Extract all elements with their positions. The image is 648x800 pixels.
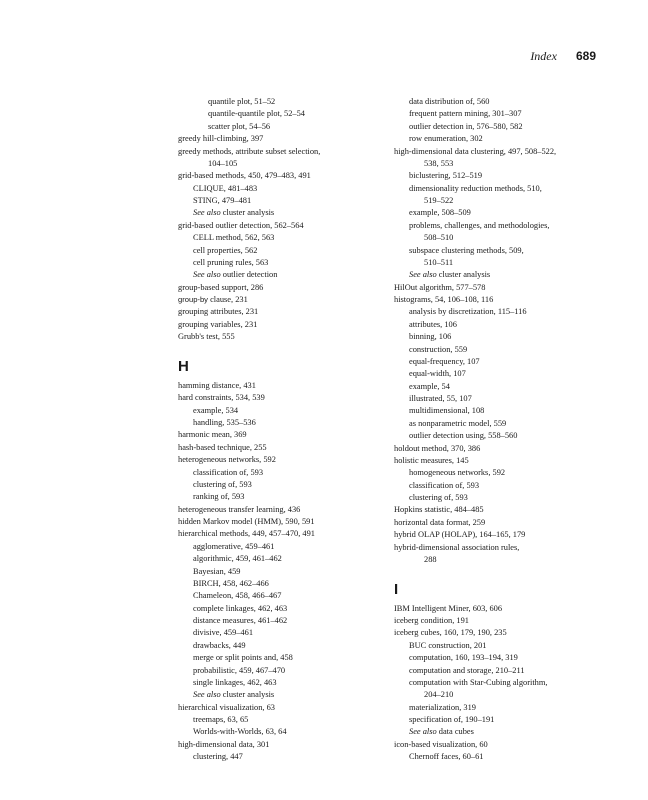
index-subentry bbox=[178, 257, 388, 269]
index-subentry bbox=[394, 319, 604, 331]
entry-text: row enumeration, 302 bbox=[409, 134, 483, 144]
entry-text: heterogeneous transfer learning, 436 bbox=[178, 504, 301, 514]
index-subentry bbox=[394, 133, 604, 145]
index-continuation bbox=[394, 158, 604, 170]
index-entry bbox=[178, 528, 388, 540]
entry-text: binning, 106 bbox=[409, 332, 452, 342]
index-subentry bbox=[394, 492, 604, 504]
entry-text: harmonic mean, 369 bbox=[178, 430, 247, 440]
entry-text: HilOut algorithm, 577–578 bbox=[394, 282, 486, 292]
entry-text: 519–522 bbox=[424, 196, 454, 205]
entry-text: clustering of, 593 bbox=[409, 493, 468, 502]
index-continuation bbox=[178, 108, 388, 120]
entry-text: 508–510 bbox=[424, 233, 454, 243]
index-subentry bbox=[394, 220, 604, 232]
entry-text: BUC construction, 201 bbox=[409, 640, 487, 650]
entry-text: CELL method, 562, 563 bbox=[193, 233, 275, 243]
entry-text: biclustering, 512–519 bbox=[409, 171, 483, 181]
entry-text: distance measures, 461–462 bbox=[193, 616, 288, 625]
entry-text: treemaps, 63, 65 bbox=[193, 715, 249, 724]
index-entry bbox=[394, 529, 604, 541]
index-subentry bbox=[178, 467, 388, 479]
entry-text: frequent pattern mining, 301–307 bbox=[409, 109, 522, 119]
entry-text: greedy hill-climbing, 397 bbox=[178, 134, 264, 144]
entry-text: hamming distance, 431 bbox=[178, 380, 256, 390]
see-also-label: See also bbox=[193, 270, 221, 280]
index-entry bbox=[178, 294, 388, 306]
index-subentry bbox=[178, 714, 388, 726]
index-entry bbox=[178, 146, 388, 158]
entry-text: Chernoff faces, 60–61 bbox=[409, 752, 484, 762]
index-entry bbox=[394, 615, 604, 627]
entry-text: 510–511 bbox=[424, 257, 454, 267]
index-subentry bbox=[394, 344, 604, 356]
entry-text: clause, 231 bbox=[207, 295, 248, 304]
index-entry bbox=[394, 294, 604, 306]
index-entry bbox=[178, 133, 388, 145]
index-entry bbox=[394, 504, 604, 516]
index-subentry bbox=[394, 652, 604, 664]
entry-text: illustrated, 55, 107 bbox=[409, 394, 472, 403]
entry-text: hierarchical methods, 449, 457–470, 491 bbox=[178, 529, 315, 539]
entry-text: STING, 479–481 bbox=[193, 196, 252, 205]
entry-text: grouping variables, 231 bbox=[178, 319, 258, 329]
index-subentry bbox=[178, 652, 388, 664]
entry-text: analysis by discretization, 115–116 bbox=[409, 307, 527, 317]
index-subentry bbox=[178, 627, 388, 639]
entry-text: cell properties, 562 bbox=[193, 245, 258, 255]
entry-text: outlier detection bbox=[220, 270, 278, 280]
index-entry bbox=[178, 220, 388, 232]
index-entry bbox=[394, 603, 604, 615]
index-subentry bbox=[394, 108, 604, 120]
section-letter: I bbox=[394, 580, 399, 598]
index-entry bbox=[394, 517, 604, 529]
entry-text: clustering of, 593 bbox=[193, 479, 252, 489]
index-subentry bbox=[394, 640, 604, 652]
index-subentry bbox=[394, 393, 604, 405]
index-entry bbox=[178, 739, 388, 751]
index-entry bbox=[178, 306, 388, 318]
index-continuation bbox=[394, 689, 604, 701]
entry-text: 538, 553 bbox=[424, 158, 454, 168]
entry-text: outlier detection using, 558–560 bbox=[409, 431, 518, 441]
entry-text: horizontal data format, 259 bbox=[394, 517, 486, 527]
index-subentry bbox=[394, 121, 604, 133]
entry-text: example, 508–509 bbox=[409, 208, 471, 218]
entry-text: quantile-quantile plot, 52–54 bbox=[208, 109, 305, 119]
section-letter: H bbox=[178, 357, 189, 375]
index-subentry bbox=[178, 615, 388, 627]
index-subentry bbox=[394, 430, 604, 442]
index-entry bbox=[178, 331, 388, 343]
entry-text: dimensionality reduction methods, 510, bbox=[409, 183, 542, 193]
index-entry bbox=[394, 443, 604, 455]
index-entry bbox=[178, 282, 388, 294]
entry-text: IBM Intelligent Miner, 603, 606 bbox=[394, 603, 503, 613]
entry-text: cluster analysis bbox=[220, 208, 275, 218]
entry-text: hierarchical visualization, 63 bbox=[178, 702, 275, 712]
entry-text: as nonparametric model, 559 bbox=[409, 418, 507, 428]
entry-text: materialization, 319 bbox=[409, 702, 476, 712]
entry-text: iceberg condition, 191 bbox=[394, 616, 469, 625]
entry-text: Chameleon, 458, 466–467 bbox=[193, 591, 282, 601]
index-subentry bbox=[178, 751, 388, 763]
index-subentry bbox=[394, 418, 604, 430]
index-subentry bbox=[178, 640, 388, 652]
index-subentry bbox=[178, 677, 388, 689]
index-subentry bbox=[178, 232, 388, 244]
index-subentry bbox=[178, 269, 388, 281]
entry-text: hard constraints, 534, 539 bbox=[178, 393, 265, 403]
entry-text: agglomerative, 459–461 bbox=[193, 541, 275, 551]
entry-text: 104–105 bbox=[208, 158, 238, 168]
entry-text: hash-based technique, 255 bbox=[178, 442, 267, 452]
index-subentry bbox=[178, 195, 388, 207]
entry-text: group-based support, 286 bbox=[178, 282, 264, 292]
entry-text: complete linkages, 462, 463 bbox=[193, 603, 288, 613]
entry-text: 288 bbox=[424, 554, 437, 564]
page-number: 689 bbox=[575, 49, 596, 63]
index-subentry bbox=[394, 356, 604, 368]
entry-text: data cubes bbox=[436, 727, 474, 737]
index-subentry bbox=[394, 170, 604, 182]
index-column-right bbox=[394, 96, 604, 764]
index-subentry bbox=[178, 479, 388, 491]
entry-text: icon-based visualization, 60 bbox=[394, 739, 488, 749]
index-entry bbox=[178, 702, 388, 714]
entry-text: computation with Star-Cubing algorithm, bbox=[409, 677, 548, 687]
index-subentry bbox=[178, 245, 388, 257]
entry-text: hybrid OLAP (HOLAP), 164–165, 179 bbox=[394, 530, 526, 540]
entry-text: computation and storage, 210–211 bbox=[409, 665, 525, 675]
entry-text: greedy methods, attribute subset selection, bbox=[178, 146, 321, 156]
entry-text: classification of, 593 bbox=[193, 467, 264, 477]
index-subentry bbox=[178, 590, 388, 602]
entry-text: hybrid-dimensional association rules, bbox=[394, 542, 520, 552]
entry-text: scatter plot, 54–56 bbox=[208, 121, 271, 131]
entry-text: cluster analysis bbox=[220, 690, 275, 700]
entry-text: ranking of, 593 bbox=[193, 492, 245, 502]
index-entry bbox=[394, 739, 604, 751]
entry-text: equal-width, 107 bbox=[409, 369, 466, 379]
index-continuation bbox=[394, 257, 604, 269]
index-subentry bbox=[394, 245, 604, 257]
index-subentry bbox=[178, 553, 388, 565]
entry-text: Worlds-with-Worlds, 63, 64 bbox=[193, 727, 287, 737]
index-subentry bbox=[394, 183, 604, 195]
entry-text: merge or split points and, 458 bbox=[193, 653, 293, 663]
index-subentry bbox=[394, 702, 604, 714]
running-header bbox=[530, 48, 596, 64]
entry-text: CLIQUE, 481–483 bbox=[193, 183, 258, 193]
entry-text: hidden Markov model (HMM), 590, 591 bbox=[178, 517, 315, 526]
entry-text: Hopkins statistic, 484–485 bbox=[394, 505, 484, 515]
index-subentry bbox=[394, 714, 604, 726]
index-subentry bbox=[394, 751, 604, 763]
index-subentry bbox=[394, 381, 604, 393]
index-entry bbox=[178, 380, 388, 392]
index-entry bbox=[178, 516, 388, 528]
index-entry bbox=[178, 429, 388, 441]
index-entry bbox=[178, 392, 388, 404]
index-subentry bbox=[394, 306, 604, 318]
entry-text: computation, 160, 193–194, 319 bbox=[409, 653, 518, 663]
section-gap bbox=[394, 566, 604, 578]
index-subentry bbox=[394, 207, 604, 219]
entry-text: heterogeneous networks, 592 bbox=[178, 455, 276, 465]
entry-text: quantile plot, 51–52 bbox=[208, 97, 276, 106]
index-continuation bbox=[178, 158, 388, 170]
entry-text: single linkages, 462, 463 bbox=[193, 677, 277, 687]
see-also-label: See also bbox=[409, 727, 437, 737]
entry-text: multidimensional, 108 bbox=[409, 406, 485, 416]
section-gap bbox=[178, 344, 388, 356]
entry-text: BIRCH, 458, 462–466 bbox=[193, 578, 269, 588]
entry-text: holdout method, 370, 386 bbox=[394, 443, 481, 453]
header-title: Index bbox=[530, 49, 557, 63]
index-subentry bbox=[178, 566, 388, 578]
entry-text: histograms, 54, 106–108, 116 bbox=[394, 295, 494, 304]
entry-text: 204–210 bbox=[424, 690, 454, 700]
index-subentry bbox=[178, 491, 388, 503]
entry-text: problems, challenges, and methodologies, bbox=[409, 220, 550, 230]
index-entry bbox=[394, 282, 604, 294]
index-column-left bbox=[178, 96, 388, 764]
index-subentry bbox=[394, 368, 604, 380]
index-entry bbox=[178, 170, 388, 182]
index-entry bbox=[394, 542, 604, 554]
entry-text: drawbacks, 449 bbox=[193, 640, 246, 650]
entry-text: algorithmic, 459, 461–462 bbox=[193, 554, 282, 564]
index-subentry bbox=[178, 417, 388, 429]
code-term: group-by bbox=[178, 295, 208, 304]
entry-text: grid-based methods, 450, 479–483, 491 bbox=[178, 171, 311, 181]
entry-text: cell pruning rules, 563 bbox=[193, 257, 269, 267]
index-entry bbox=[394, 455, 604, 467]
index-continuation bbox=[394, 195, 604, 207]
see-also-label: See also bbox=[193, 690, 221, 700]
index-continuation bbox=[178, 96, 388, 108]
entry-text: grid-based outlier detection, 562–564 bbox=[178, 220, 304, 230]
entry-text: example, 534 bbox=[193, 405, 239, 415]
entry-text: cluster analysis bbox=[436, 270, 491, 280]
entry-text: high-dimensional data, 301 bbox=[178, 739, 270, 749]
entry-text: data distribution of, 560 bbox=[409, 97, 490, 106]
index-subentry bbox=[394, 467, 604, 479]
entry-text: equal-frequency, 107 bbox=[409, 356, 480, 366]
see-also-label: See also bbox=[409, 270, 437, 280]
entry-text: subspace clustering methods, 509, bbox=[409, 245, 524, 255]
entry-text: probabilistic, 459, 467–470 bbox=[193, 665, 286, 675]
index-continuation bbox=[178, 121, 388, 133]
index-subentry bbox=[394, 269, 604, 281]
index-subentry bbox=[394, 96, 604, 108]
see-also-label: See also bbox=[193, 208, 221, 218]
index-subentry bbox=[394, 665, 604, 677]
entry-text: homogeneous networks, 592 bbox=[409, 468, 506, 478]
entry-text: specification of, 190–191 bbox=[409, 715, 495, 724]
entry-text: classification of, 593 bbox=[409, 480, 480, 490]
entry-text: grouping attributes, 231 bbox=[178, 307, 259, 317]
index-subentry bbox=[394, 405, 604, 417]
index-subentry bbox=[178, 183, 388, 195]
index-entry bbox=[178, 504, 388, 516]
entry-text: high-dimensional data clustering, 497, 508–522, bbox=[394, 146, 557, 156]
index-subentry bbox=[178, 541, 388, 553]
entry-text: attributes, 106 bbox=[409, 319, 457, 329]
entry-text: example, 54 bbox=[409, 381, 450, 391]
entry-text: holistic measures, 145 bbox=[394, 455, 469, 465]
entry-text: Bayesian, 459 bbox=[193, 566, 241, 576]
entry-text: outlier detection in, 576–580, 582 bbox=[409, 121, 523, 131]
index-subentry bbox=[178, 603, 388, 615]
entry-text: clustering, 447 bbox=[193, 752, 243, 762]
index-subentry bbox=[178, 207, 388, 219]
index-entry bbox=[394, 627, 604, 639]
index-subentry bbox=[394, 677, 604, 689]
index-subentry bbox=[178, 578, 388, 590]
entry-text: Grubb's test, 555 bbox=[178, 332, 235, 342]
index-subentry bbox=[394, 480, 604, 492]
index-continuation bbox=[394, 232, 604, 244]
entry-text: handling, 535–536 bbox=[193, 418, 256, 427]
index-subentry bbox=[178, 689, 388, 701]
index-subentry bbox=[178, 665, 388, 677]
entry-text: divisive, 459–461 bbox=[193, 628, 254, 638]
index-subentry bbox=[394, 726, 604, 738]
entry-text: iceberg cubes, 160, 179, 190, 235 bbox=[394, 628, 507, 638]
index-subentry bbox=[178, 726, 388, 738]
index-subentry bbox=[394, 331, 604, 343]
index-subentry bbox=[178, 405, 388, 417]
index-entry bbox=[178, 454, 388, 466]
index-entry bbox=[178, 442, 388, 454]
index-continuation bbox=[394, 554, 604, 566]
entry-text: construction, 559 bbox=[409, 344, 468, 354]
index-entry bbox=[394, 146, 604, 158]
index-entry bbox=[178, 319, 388, 331]
